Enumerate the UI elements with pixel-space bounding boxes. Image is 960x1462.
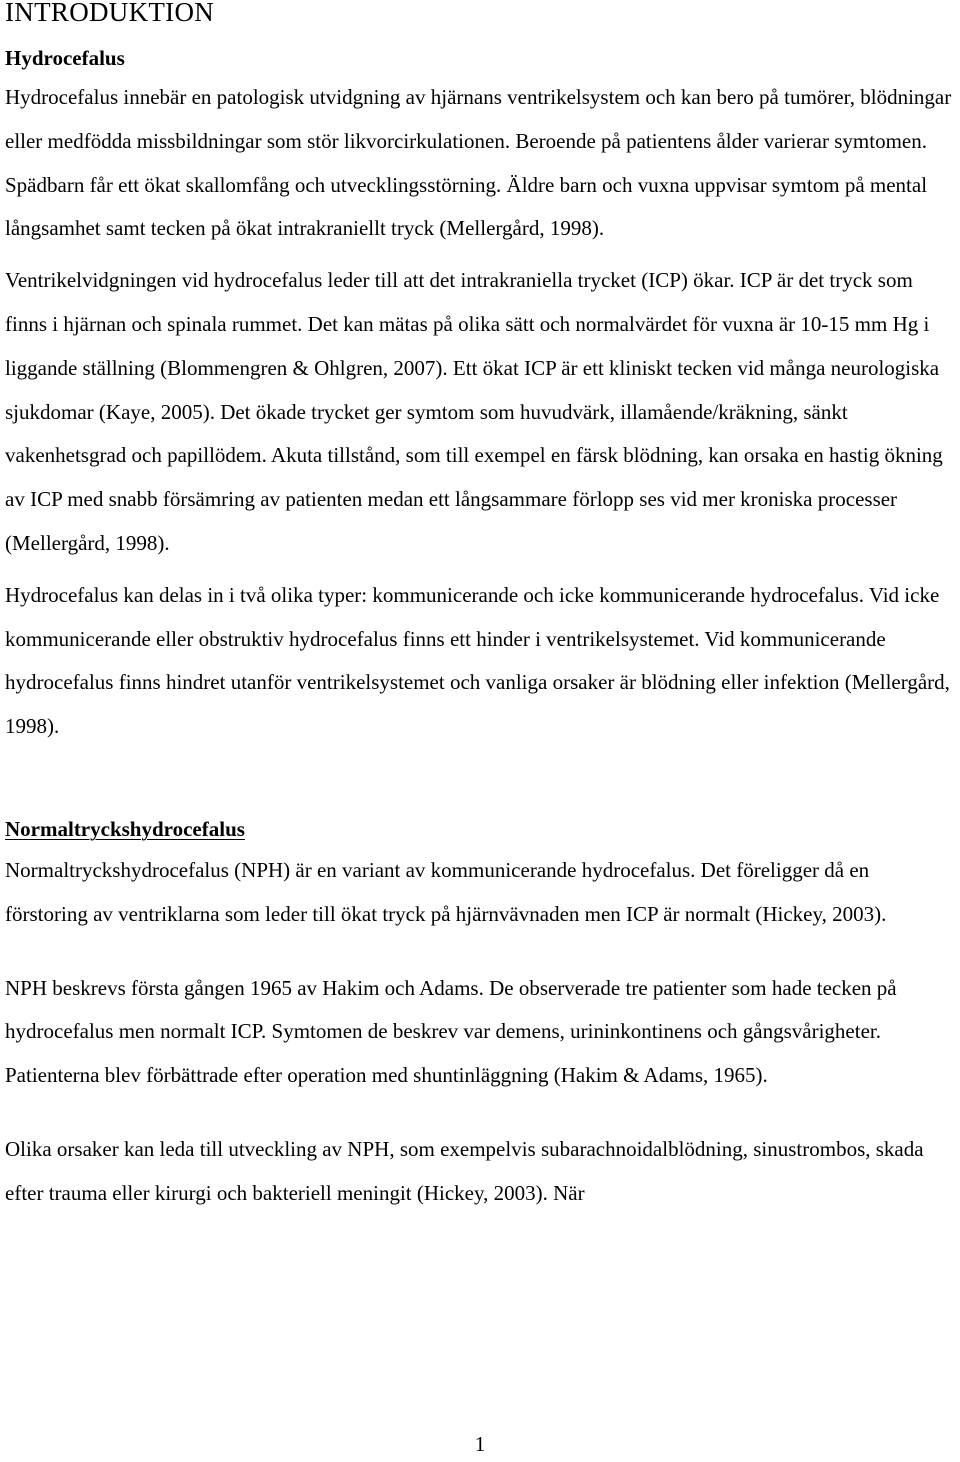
section-heading-hydrocefalus: Hydrocefalus xyxy=(5,46,125,70)
paragraph: Hydrocefalus innebär en patologisk utvidgning av hjärnans ventrikelsystem och kan bero på tumörer, blödningar eller medfödda missbildningar som stör likvorcirkulationen. Beroende på patientens ålder varierar symtomen. Spädbarn får ett ökat skallomfång och utvecklingsstörning. Äldre barn och vuxna uppvisar symtom på mental långsamhet samt tecken på ökat intrakraniellt tryck (Mellergård, 1998). xyxy=(5,85,952,241)
paragraph: Ventrikelvidgningen vid hydrocefalus leder till att det intrakraniella trycket (ICP) ökar. ICP är det tryck som finns i hjärnan och spinala rummet. Det kan mätas på olika sätt och normalvärdet för vuxna är 10-15 mm Hg i liggande ställning (Blommengren & Ohlgren, 2007). Ett ökat ICP är ett kliniskt tecken vid många neurologiska sjukdomar (Kaye, 2005). Det ökade trycket ger symtom som huvudvärk, illamående/kräkning, sänkt vakenhetsgrad och papillödem. Akuta tillstånd, som till exempel en färsk blödning, kan orsaka en hastig ökning av ICP med snabb försämring av patienten medan ett långsammare förlopp ses vid mer kroniska processer (Mellergård, 1998). xyxy=(5,268,943,555)
paragraph: Olika orsaker kan leda till utveckling av NPH, som exempelvis subarachnoidalblödning, sinustrombos, skada efter trauma eller kirurgi och bakteriell meningit (Hickey, 2003). När xyxy=(5,1136,924,1205)
paragraph: Hydrocefalus kan delas in i två olika typer: kommunicerande och icke kommunicerande hydrocefalus. Vid icke kommunicerande eller obstruktiv hydrocefalus finns ett hinder i ventrikelsystemet. Vid kommunicerande hydrocefalus finns hindret utanför ventrikelsystemet och vanliga orsaker är blödning eller infektion (Mellergård, 1998). xyxy=(5,582,950,739)
document-title: INTRODUKTION xyxy=(5,0,215,27)
paragraph: Normaltryckshydrocefalus (NPH) är en variant av kommunicerande hydrocefalus. Det föreligger då en förstoring av ventriklarna som leder till ökat tryck på hjärnvävnaden men ICP är normalt (Hickey, 2003). xyxy=(5,857,887,926)
section-heading-normaltryckshydrocefalus: Normaltryckshydrocefalus xyxy=(5,816,245,841)
paragraph: NPH beskrevs första gången 1965 av Hakim och Adams. De observerade tre patienter som hade tecken på hydrocefalus men normalt ICP. Symtomen de beskrev var demens, urininkontinens och gångsvårigheter. Patienterna blev förbättrade efter operation med shuntinläggning (Hakim & Adams, 1965). xyxy=(5,975,897,1088)
document-page xyxy=(5,0,955,1216)
page-number: 1 xyxy=(474,1432,486,1456)
